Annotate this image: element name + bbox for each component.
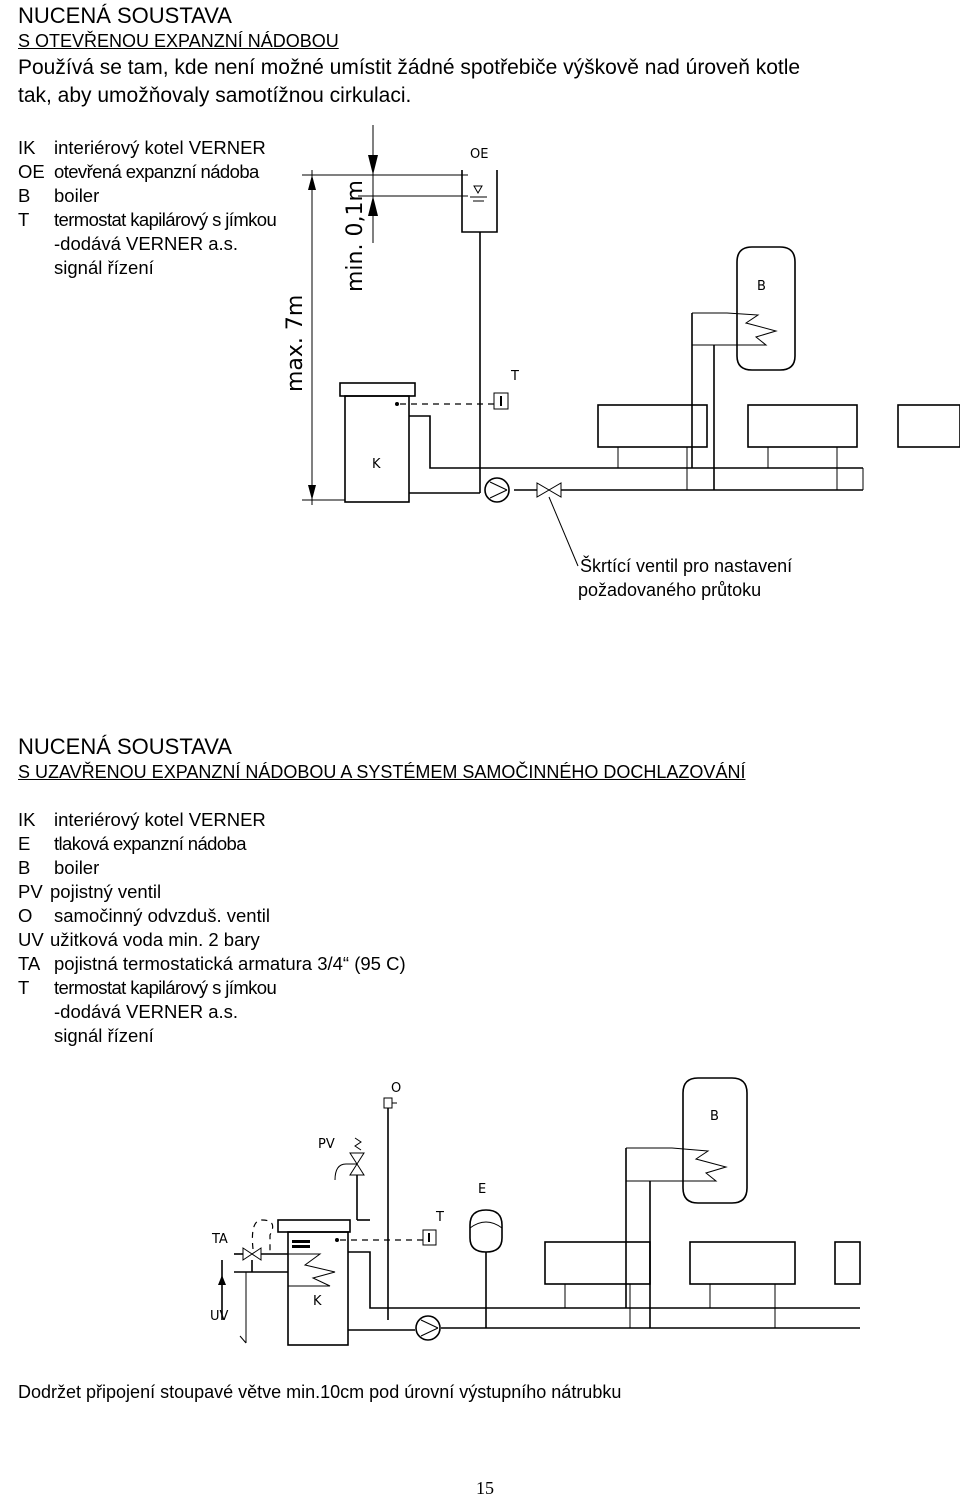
legend-text: boiler (54, 185, 100, 206)
legend-item (18, 808, 406, 832)
section2-legend (18, 808, 406, 1048)
dimension-max-height (302, 170, 468, 505)
valve-note-line1: Škrtící ventil pro nastavení (580, 556, 793, 576)
radiators (598, 405, 960, 490)
legend-code: E (18, 833, 31, 854)
k-label: K (313, 1294, 322, 1309)
legend-text: -dodává VERNER a.s. (54, 233, 239, 254)
legend-code (18, 1024, 54, 1048)
boiler-k (340, 383, 415, 502)
legend-text: signál řízení (54, 1025, 154, 1046)
pv-label: PV (318, 1137, 335, 1152)
legend-item (18, 1000, 406, 1024)
b-label: B (710, 1109, 719, 1124)
legend-text: interiérový kotel VERNER (54, 137, 266, 158)
t-label: T (436, 1210, 444, 1225)
dimension-min-label: min. 0,1m (343, 180, 368, 292)
section1-intro-line2: tak, aby umožňovaly samotížnou cirkulaci. (18, 84, 412, 107)
dimension-max-label: max. 7m (283, 294, 308, 392)
legend-code: B (18, 857, 31, 878)
t-label: T (511, 369, 519, 384)
section1-title: NUCENÁ SOUSTAVA (18, 3, 232, 28)
thermostat-icon (423, 1230, 436, 1245)
radiators (545, 1242, 860, 1328)
legend-text: tlaková expanzní nádoba (54, 833, 246, 854)
expansion-vessel (462, 170, 497, 493)
footer-note: Dodržet připojení stoupavé větve min.10cm pod úrovní výstupního nátrubku (18, 1382, 622, 1402)
safety-valve-icon (335, 1138, 364, 1220)
legend-text: -dodává VERNER a.s. (54, 1001, 239, 1022)
legend-item (18, 832, 406, 856)
section2-title: NUCENÁ SOUSTAVA (18, 734, 232, 759)
legend-code: T (18, 977, 30, 998)
pressure-expansion-vessel (470, 1210, 502, 1328)
dimension-min-height (358, 125, 468, 243)
boiler-k (278, 1220, 350, 1345)
legend-code: PV (18, 881, 43, 902)
legend-text: boiler (54, 857, 100, 878)
valve-note-line2: požadovaného průtoku (578, 580, 762, 600)
oe-label: OE (470, 147, 489, 162)
uv-label: UV (210, 1309, 229, 1324)
legend-text: pojistná termostatická armatura 3/4“ (95 C) (54, 953, 406, 974)
legend-item (18, 904, 406, 928)
page-number: 15 (476, 1478, 494, 1498)
section1-subtitle: S OTEVŘENOU EXPANZNÍ NÁDOBOU (18, 31, 339, 51)
legend-text: otevřená expanzní nádoba (54, 161, 259, 182)
water-heater-b (692, 247, 795, 490)
legend-code (18, 1000, 54, 1024)
legend-item (18, 1024, 406, 1048)
valve-leader-line (549, 497, 578, 566)
legend-code: TA (18, 953, 41, 974)
throttle-valve-icon (537, 483, 561, 497)
legend-code: UV (18, 929, 44, 950)
legend-text: interiérový kotel VERNER (54, 809, 266, 830)
open-system-diagram (0, 0, 960, 620)
legend-text: užitková voda min. 2 bary (50, 929, 260, 950)
legend-text: pojistný ventil (50, 881, 162, 902)
legend-code: O (18, 905, 33, 926)
legend-item (18, 952, 406, 976)
legend-item (18, 880, 406, 904)
closed-system-diagram (0, 1060, 960, 1360)
water-heater-b (626, 1078, 747, 1328)
legend-item (18, 856, 406, 880)
o-label: O (391, 1081, 402, 1096)
section2-subtitle: S UZAVŘENOU EXPANZNÍ NÁDOBOU A SYSTÉMEM SAMOČINNÉHO DOCHLAZOVÁNÍ (18, 762, 746, 782)
legend-text: signál řízení (54, 257, 154, 278)
ta-label: TA (212, 1232, 228, 1247)
legend-item (18, 976, 406, 1000)
thermostat-icon (494, 393, 508, 409)
air-vent-icon (384, 1098, 397, 1320)
b-label: B (757, 279, 766, 294)
legend-item (18, 928, 406, 952)
thermostatic-valve-icon (218, 1220, 288, 1343)
pump-icon (416, 1316, 440, 1340)
k-label: K (372, 457, 381, 472)
legend-code: IK (18, 137, 36, 158)
legend-text: termostat kapilárový s jímkou (54, 209, 277, 230)
pump-icon (485, 478, 509, 502)
legend-code: IK (18, 809, 36, 830)
e-label: E (478, 1182, 487, 1197)
legend-code: T (18, 209, 30, 230)
legend-code: OE (18, 161, 45, 182)
legend-text: samočinný odvzduš. ventil (54, 905, 270, 926)
legend-text: termostat kapilárový s jímkou (54, 977, 277, 998)
legend-code: B (18, 185, 31, 206)
section1-intro-line1: Používá se tam, kde není možné umístit žádné spotřebiče výškově nad úroveň kotle (18, 56, 801, 79)
